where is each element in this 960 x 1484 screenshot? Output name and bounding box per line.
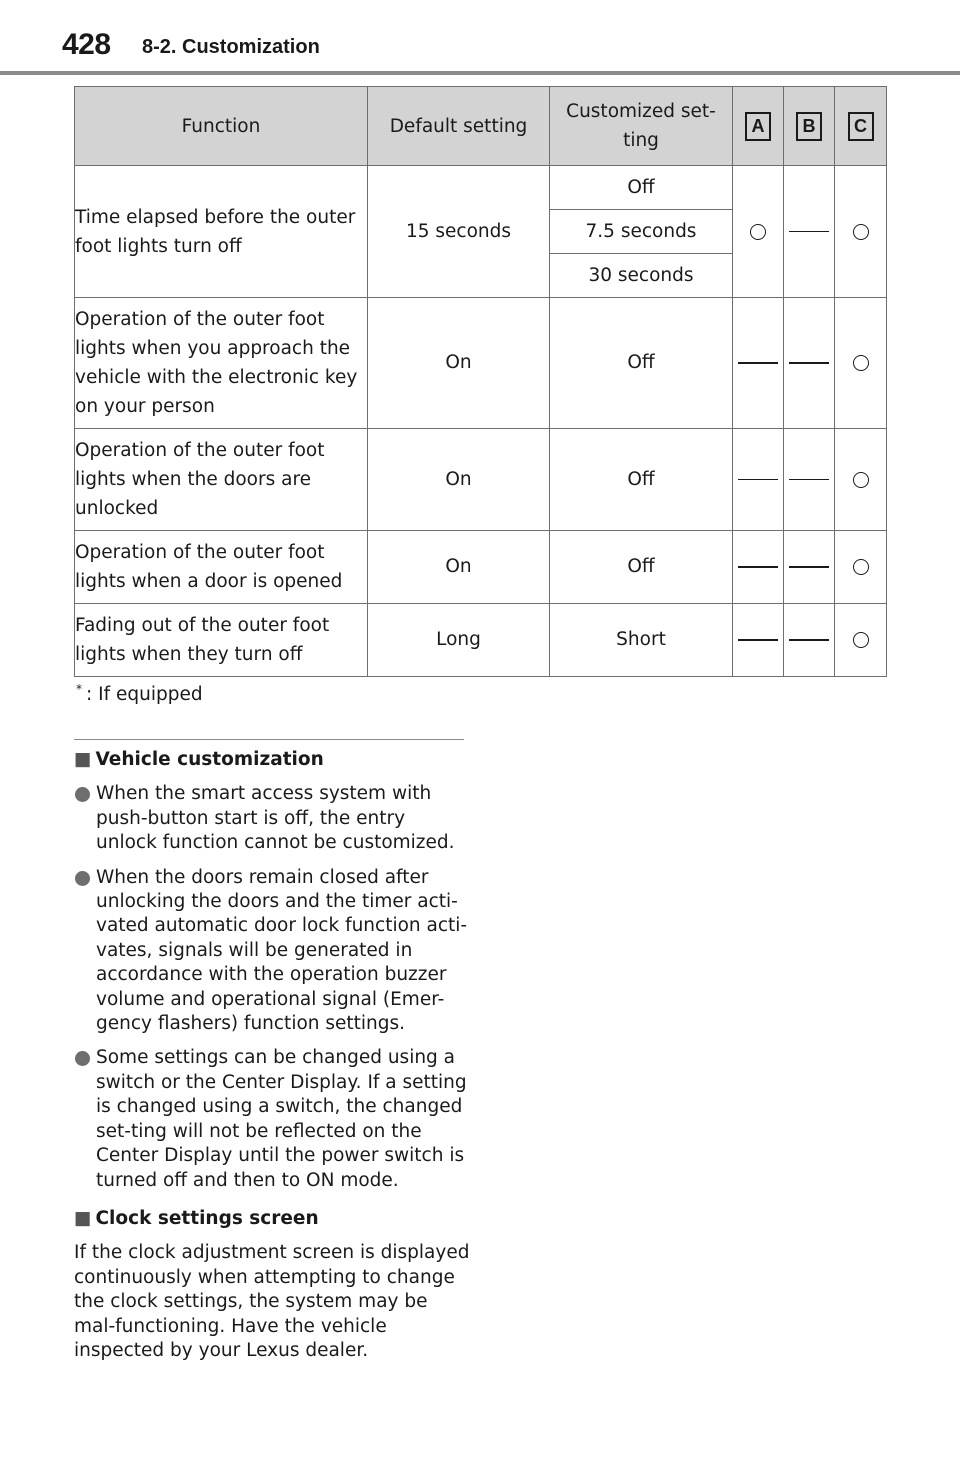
page-header (0, 0, 960, 76)
column-a-cell (733, 429, 784, 531)
list-item: When the doors remain closed after unlocking the doors and the timer acti-vated automatic door lock function acti-vates, signals will be generated in accordance with the operation buzzer volume and operational signal (Emer-gency flashers) function settings. (74, 866, 470, 1037)
function-cell: Fading out of the outer foot lights when they turn off (75, 604, 368, 677)
table-row (75, 531, 887, 604)
clock-settings-heading: ■ Clock settings screen (74, 1205, 470, 1231)
function-cell: Time elapsed before the outer foot lights turn off (75, 166, 368, 298)
column-a-cell (733, 166, 784, 298)
available-mark (853, 472, 869, 488)
default-cell: Long (368, 604, 550, 677)
column-c-cell (835, 298, 887, 429)
list-item: When the smart access system with push-button start is off, the entry unlock function cannot be customized. (74, 782, 470, 855)
column-b-cell (784, 531, 835, 604)
not-available-mark (789, 362, 829, 364)
column-a-cell (733, 531, 784, 604)
not-available-mark (738, 566, 778, 568)
header-column-a (733, 87, 784, 166)
function-cell: Operation of the outer foot lights when the doors are unlocked (75, 429, 368, 531)
default-cell: 15 seconds (368, 166, 550, 298)
available-mark (853, 224, 869, 240)
not-available-mark (738, 362, 778, 364)
header-function: Function (75, 87, 368, 166)
header-column-b (784, 87, 835, 166)
not-available-mark (789, 639, 829, 641)
section-title: 8-2. Customization (142, 36, 320, 58)
default-cell: On (368, 429, 550, 531)
column-a-cell (733, 604, 784, 677)
clock-settings-text: If the clock adjustment screen is displayed continuously when attempting to change the clock settings, the system may be mal-functioning. Have the vehicle inspected by your Lexus dealer. (74, 1242, 470, 1361)
column-a-label: A (745, 112, 771, 141)
column-b-cell (784, 298, 835, 429)
column-c-label: C (848, 112, 874, 141)
available-mark (853, 632, 869, 648)
list-item: Some settings can be changed using a switch or the Center Display. If a setting is changed using a switch, the changed set-ting will not be reflected on the Center Display until the power switch is turned off and then to ON mode. (74, 1046, 470, 1192)
available-mark (853, 559, 869, 575)
default-cell: On (368, 531, 550, 604)
default-cell: On (368, 298, 550, 429)
notes-divider (74, 739, 464, 740)
custom-cell: Off (550, 166, 733, 210)
footnote-mark: * (76, 682, 82, 696)
column-b-label: B (796, 112, 822, 141)
function-cell: Operation of the outer foot lights when you approach the vehicle with the electronic key on your person (75, 298, 368, 429)
not-available-mark (738, 639, 778, 641)
not-available-mark (738, 479, 778, 481)
header-customized-setting: Customized set- ting (550, 87, 733, 166)
column-b-cell (784, 166, 835, 298)
available-mark (750, 224, 766, 240)
custom-cell: Off (550, 298, 733, 429)
column-c-cell (835, 166, 887, 298)
not-available-mark (789, 231, 829, 233)
not-available-mark (789, 479, 829, 481)
header-column-c (835, 87, 887, 166)
column-a-cell (733, 298, 784, 429)
header-divider (0, 71, 960, 75)
custom-cell: Short (550, 604, 733, 677)
custom-cell: 7.5 seconds (550, 210, 733, 254)
not-available-mark (789, 566, 829, 568)
function-cell: Operation of the outer foot lights when a door is opened (75, 531, 368, 604)
customization-table (74, 86, 887, 677)
table-header-row (75, 87, 887, 166)
footnote-text: : If equipped (86, 684, 203, 705)
available-mark (853, 355, 869, 371)
table-row (75, 604, 887, 677)
footnote (76, 684, 203, 705)
notes-section (74, 746, 470, 1363)
page-number: 428 (62, 28, 111, 61)
table-row (75, 166, 887, 210)
vehicle-customization-heading: ■ Vehicle customization (74, 746, 470, 772)
column-c-cell (835, 604, 887, 677)
table-row (75, 298, 887, 429)
vehicle-customization-list (74, 782, 470, 1193)
custom-cell: Off (550, 531, 733, 604)
column-b-cell (784, 429, 835, 531)
column-b-cell (784, 604, 835, 677)
header-default-setting: Default setting (368, 87, 550, 166)
custom-cell: Off (550, 429, 733, 531)
table-row (75, 429, 887, 531)
column-c-cell (835, 531, 887, 604)
column-c-cell (835, 429, 887, 531)
custom-cell: 30 seconds (550, 254, 733, 298)
